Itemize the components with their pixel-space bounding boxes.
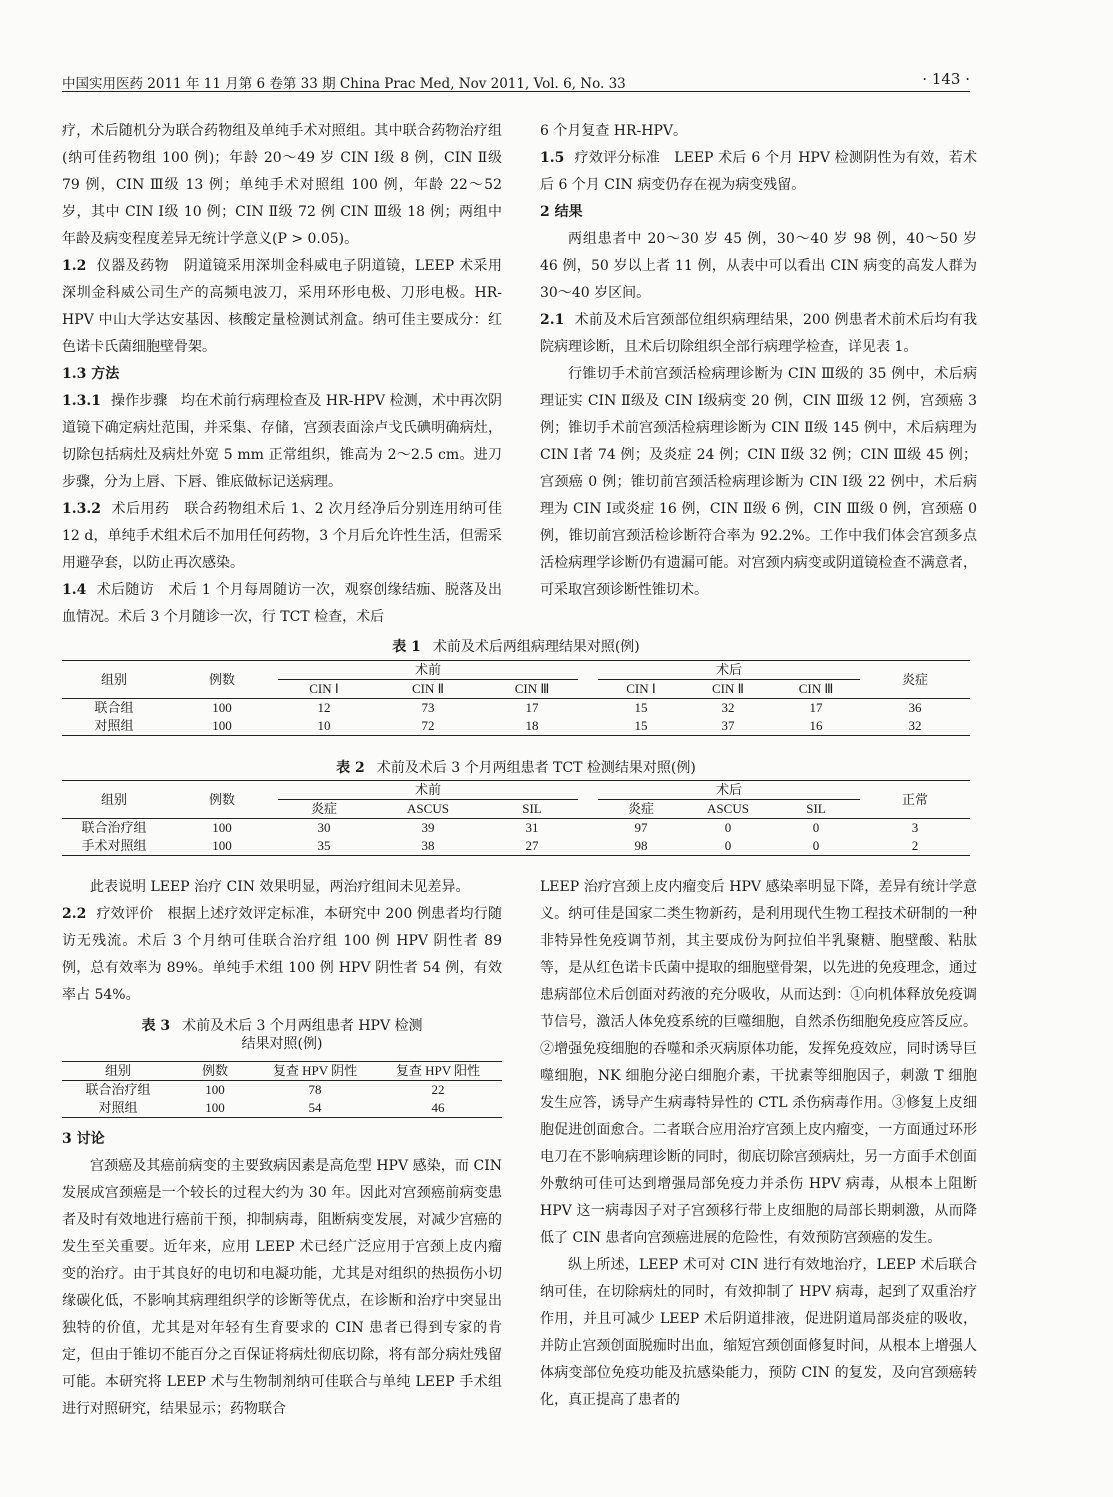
section-1-5 <box>540 145 977 199</box>
header-group: 组别 <box>62 781 166 819</box>
subheader: CIN Ⅲ <box>772 680 860 699</box>
cell-group: 联合组 <box>94 700 134 715</box>
running-header <box>62 70 970 92</box>
cell: 73 <box>421 700 435 715</box>
section-text: 阴道镜采用深圳金科威电子阴道镜，LEEP 术采用深圳金科威公司生产的高频电波刀，采用环形电极、刀形电极。HR-HPV 中山大学达安基因、核酸定量检测试剂盒。纳可佳主要成分：红色诺卡氏菌细胞壁骨架。 <box>62 258 503 355</box>
table-label: 表 2 <box>336 760 365 776</box>
cell: 98 <box>598 837 684 856</box>
cell: 0 <box>772 837 860 856</box>
section-1-3-heading: 1.3 方法 <box>62 366 120 382</box>
paragraph: 疗，术后随机分为联合药物组及单纯手术对照组。其中联合药物治疗组(纳可佳药物组 100 例)；年龄 20～49 岁 CIN Ⅰ级 8 例，CIN Ⅱ级 79 例，CIN Ⅲ级 13 例；单纯手术对照组 100 例，年龄 22～52 岁，其中 CIN Ⅰ级 10 例；CIN Ⅱ级 72 例 CIN Ⅲ级 18 例；两组中年龄及病变程度差异无统计学意义(P > 0.05)。 <box>62 123 502 247</box>
cell: 0 <box>724 820 732 835</box>
subheader: 炎症 <box>278 800 370 819</box>
cell: 46 <box>374 1099 502 1118</box>
section-text: 联合药物组术后 1、2 次月经净后分别连用纳可佳 12 d，单纯手术组术后不加用任何药物，3 个月后允许性生活，但需采用避孕套，以防止再次感染。 <box>62 501 503 571</box>
cell: 37 <box>684 717 772 736</box>
right-column-bottom <box>540 874 977 1414</box>
cell-group: 联合治疗组 <box>85 1082 151 1097</box>
cell: 78 <box>308 1082 322 1097</box>
table-3-caption <box>62 1017 502 1053</box>
left-column-top <box>62 118 502 631</box>
table-1-caption <box>62 636 970 656</box>
cell-group: 联合治疗组 <box>81 820 147 835</box>
left-column-bottom <box>62 874 502 1423</box>
table-label: 表 1 <box>392 639 421 655</box>
paragraph: 此表说明 LEEP 治疗 CIN 效果明显，两治疗组间未见差异。 <box>90 879 470 895</box>
cell: 54 <box>256 1099 374 1118</box>
subheader: CIN Ⅱ <box>684 680 772 699</box>
cell: 15 <box>598 717 684 736</box>
subheader: CIN Ⅲ <box>486 680 578 699</box>
cell: 31 <box>525 820 539 835</box>
section-title: 操作步骤 <box>110 393 168 409</box>
header-group: 组别 <box>62 661 166 699</box>
section-number: 1.5 <box>540 150 565 166</box>
header-post: 术后 <box>598 661 860 680</box>
section-title: 仪器及药物 <box>96 258 170 274</box>
section-title: 术后随访 <box>96 582 155 598</box>
table-1 <box>62 660 970 736</box>
page-number: · 143 · <box>922 70 970 88</box>
table-row <box>62 837 970 856</box>
table-caption-text: 术前及术后 3 个月两组患者 TCT 检测结果对照(例) <box>376 760 696 776</box>
cell: 72 <box>370 717 486 736</box>
cell: 38 <box>370 837 486 856</box>
header-cases: 例数 <box>166 781 278 819</box>
cell: 97 <box>634 820 648 835</box>
section-3-heading: 3 讨论 <box>62 1131 105 1147</box>
table-row <box>62 699 970 718</box>
cell: 27 <box>486 837 578 856</box>
cell: 39 <box>421 820 435 835</box>
subheader: ASCUS <box>370 800 486 819</box>
section-2-heading: 2 结果 <box>540 204 583 220</box>
cell: 22 <box>431 1082 445 1097</box>
table-3 <box>62 1061 502 1118</box>
section-number: 2.2 <box>62 906 87 922</box>
table-row <box>62 819 970 838</box>
cell: 100 <box>166 717 278 736</box>
table-row <box>62 1081 502 1100</box>
table-label: 表 3 <box>141 1018 171 1034</box>
header-cases: 例数 <box>166 661 278 699</box>
cell: 0 <box>684 837 772 856</box>
header-hpv-negative: 复查 HPV 阴性 <box>256 1062 374 1081</box>
table-caption-text: 术前及术后 3 个月两组患者 HPV 检测 <box>182 1018 423 1034</box>
section-number: 1.2 <box>62 258 87 274</box>
section-title: 疗效评价 <box>96 906 154 922</box>
subheader: SIL <box>486 800 578 819</box>
section-number: 2.1 <box>540 312 565 328</box>
section-2-2 <box>62 901 502 1009</box>
paragraph: 6 个月复查 HR-HPV。 <box>540 123 688 139</box>
section-number: 1.4 <box>62 582 87 598</box>
cell: 2 <box>860 837 970 856</box>
section-title: 疗效评分标准 <box>574 150 661 166</box>
section-text: 术后 1 个月每周随访一次，观察创缘结痂、脱落及出血情况。术后 3 个月随诊一次，行 TCT 检查，术后 <box>62 582 503 625</box>
section-number: 1.3.2 <box>62 501 101 517</box>
table-2 <box>62 780 970 856</box>
header-normal: 正常 <box>860 781 970 819</box>
section-1-3-1 <box>62 388 502 496</box>
cell: 3 <box>911 820 919 835</box>
section-2-1 <box>540 307 977 361</box>
header-pre: 术前 <box>278 661 578 680</box>
header-pre: 术前 <box>278 781 578 800</box>
cell: 100 <box>205 1082 225 1097</box>
subheader: CIN Ⅰ <box>278 680 370 699</box>
cell: 35 <box>278 837 370 856</box>
section-text: 术前及术后宫颈部位组织病理结果，200 例患者术前术后均有我院病理诊断，且术后切除组织全部行病理学检查，详见表 1。 <box>540 312 977 355</box>
cell: 0 <box>812 820 820 835</box>
cell: 17 <box>525 700 539 715</box>
cell: 32 <box>721 700 735 715</box>
cell: 100 <box>212 700 232 715</box>
header-group: 组别 <box>62 1062 174 1081</box>
paragraph: 纵上所述，LEEP 术可对 CIN 进行有效地治疗，LEEP 术后联合纳可佳，在切除病灶的同时，有效抑制了 HPV 病毒，起到了双重治疗作用，并且可减少 LEEP 术后阴道排液，促进阴道局部炎症的吸收，并防止宫颈创面脱痂时出血，缩短宫颈创面修复时间，从根本上增强人体病变部位免疫功能及抗感染能力，预防 CIN 的复发，及向宫颈癌转化，真正提高了患者的 <box>540 1257 977 1408</box>
section-title: 术后用药 <box>110 501 170 517</box>
cell-group: 对照组 <box>62 1099 174 1118</box>
section-text: 根据上述疗效评定标准，本研究中 200 例患者均行随访无残流。术后 3 个月纳可佳联合治疗组 100 例 HPV 阴性者 89 例，总有效率为 89%。单纯手术组 100 例 HPV 阴性者 54 例，有效率占 54%。 <box>62 906 503 1003</box>
right-column-top <box>540 118 977 604</box>
cell: 16 <box>772 717 860 736</box>
cell: 15 <box>634 700 648 715</box>
paragraph: LEEP 治疗宫颈上皮内瘤变后 HPV 感染率明显下降，差异有统计学意义。纳可佳是国家二类生物新药，是利用现代生物工程技术研制的一种非特异性免疫调节剂，其主要成份为阿拉伯半乳聚糖、胞壁酸、粘肽等，是从红色诺卡氏菌中提取的细胞壁骨架，以先进的免疫理念，通过患病部位术后创面对药液的充分吸收，从而达到：①向机体释放免疫调节信号，激活人体免疫系统的巨噬细胞，自然杀伤细胞免疫应答反应。②增强免疫细胞的吞噬和杀灭病原体功能，发挥免疫效应，同时诱导巨噬细胞，NK 细胞分泌白细胞介素，干扰素等细胞因子，刺激 T 细胞发生应答，诱导产生病毒特异性的 CTL 杀伤病毒作用。③修复上皮细胞促进创面愈合。二者联合应用治疗宫颈上皮内瘤变，一方面通过环形电刀在不影响病理诊断的同时，彻底切除宫颈病灶，另一方面手术创面外敷纳可佳可达到增强局部免疫力并杀伤 HPV 病毒，从根本上阻断 HPV 这一病毒因子对子宫颈移行带上皮细胞的局部长期刺激，从而降低了 CIN 患者向宫颈癌进展的危险性，有效预防宫颈癌的发生。 <box>540 879 977 1246</box>
section-text: LEEP 术后 6 个月 HPV 检测阴性为有效，若术后 6 个月 CIN 病变仍存在视为病变残留。 <box>540 150 977 193</box>
section-text: 均在术前行病理检查及 HR-HPV 检测，术中再次阴道镜下确定病灶范围，并采集、存储，宫颈表面涂卢戈氏碘明确病灶，切除包括病灶及病灶外宽 5 mm 正常组织，锥高为 2～2.5 cm。进刀步骤，分为上唇、下唇、锥底做标记送病理。 <box>62 393 503 490</box>
cell: 17 <box>809 700 823 715</box>
header-inflammation: 炎症 <box>860 661 970 699</box>
subheader: 炎症 <box>598 800 684 819</box>
table-row <box>62 1099 502 1118</box>
cell: 100 <box>212 820 232 835</box>
cell: 18 <box>486 717 578 736</box>
cell: 36 <box>908 700 922 715</box>
header-post: 术后 <box>598 781 860 800</box>
section-number: 1.3.1 <box>62 393 101 409</box>
cell-group: 手术对照组 <box>62 837 166 856</box>
section-1-3-2 <box>62 496 502 577</box>
subheader: CIN Ⅰ <box>598 680 684 699</box>
journal-info: 中国实用医药 2011 年 11 月第 6 卷第 33 期 China Prac Med, Nov 2011, Vol. 6, No. 33 <box>62 76 626 92</box>
section-1-4 <box>62 577 502 631</box>
cell: 32 <box>860 717 970 736</box>
table-caption-text: 术前及术后两组病理结果对照(例) <box>432 639 640 655</box>
header-hpv-positive: 复查 HPV 阳性 <box>374 1062 502 1081</box>
cell: 30 <box>317 820 331 835</box>
cell: 100 <box>166 837 278 856</box>
cell: 10 <box>278 717 370 736</box>
table-2-caption <box>62 757 970 777</box>
paragraph: 两组患者中 20～30 岁 45 例，30～40 岁 98 例，40～50 岁 46 例，50 岁以上者 11 例，从表中可以看出 CIN 病变的高发人群为 30～40 岁区间。 <box>540 231 977 301</box>
subheader: CIN Ⅱ <box>370 680 486 699</box>
section-1-2 <box>62 253 502 361</box>
cell: 12 <box>317 700 331 715</box>
cell: 100 <box>174 1099 256 1118</box>
paragraph: 行锥切手术前宫颈活检病理诊断为 CIN Ⅲ级的 35 例中，术后病理证实 CIN Ⅱ级及 CIN Ⅰ级病变 20 例，CIN Ⅲ级 12 例，宫颈癌 3 例；锥切手术前宫颈活检病理诊断为 CIN Ⅱ级 145 例中，术后病理为 CIN Ⅰ者 74 例；及炎症 24 例；CIN Ⅱ级 32 例；CIN Ⅲ级 45 例；宫颈癌 0 例；锥切前宫颈活检病理诊断为 CIN Ⅰ级 22 例中，术后病理为 CIN Ⅰ或炎症 16 例，CIN Ⅱ级 6 例，CIN Ⅲ级 0 例，宫颈癌 0 例，锥切前宫颈活检诊断符合率为 92.2%。工作中我们体会宫颈多点活检病理学诊断仍有遗漏可能。对宫颈内病变或阴道镜检查不满意者，可采取宫颈诊断性锥切术。 <box>540 366 977 598</box>
subheader: ASCUS <box>684 800 772 819</box>
cell-group: 对照组 <box>62 717 166 736</box>
paragraph: 宫颈癌及其癌前病变的主要致病因素是高危型 HPV 感染，而 CIN 发展成宫颈癌是一个较长的过程大约为 30 年。因此对宫颈癌前病变患者及时有效地进行癌前干预，抑制病毒，阻断病变发展，对减少宫癌的发生至关重要。近年来，应用 LEEP 术已经广泛应用于宫颈上皮内瘤变的治疗。由于其良好的电切和电凝功能，尤其是对组织的热损伤小切缘碳化低，不影响其病理组织学的诊断等优点，在诊断和治疗中突显出独特的价值，尤其是对年轻有生育要求的 CIN 患者已得到专家的肯定，但由于锥切不能百分之百保证将病灶彻底切除，将有部分病灶残留可能。本研究将 LEEP 术与生物制剂纳可佳联合与单纯 LEEP 手术组进行对照研究，结果显示；药物联合 <box>62 1158 502 1417</box>
subheader: SIL <box>772 800 860 819</box>
table-caption-text-line2: 结果对照(例) <box>241 1036 323 1052</box>
header-cases: 例数 <box>174 1062 256 1081</box>
table-row <box>62 717 970 736</box>
